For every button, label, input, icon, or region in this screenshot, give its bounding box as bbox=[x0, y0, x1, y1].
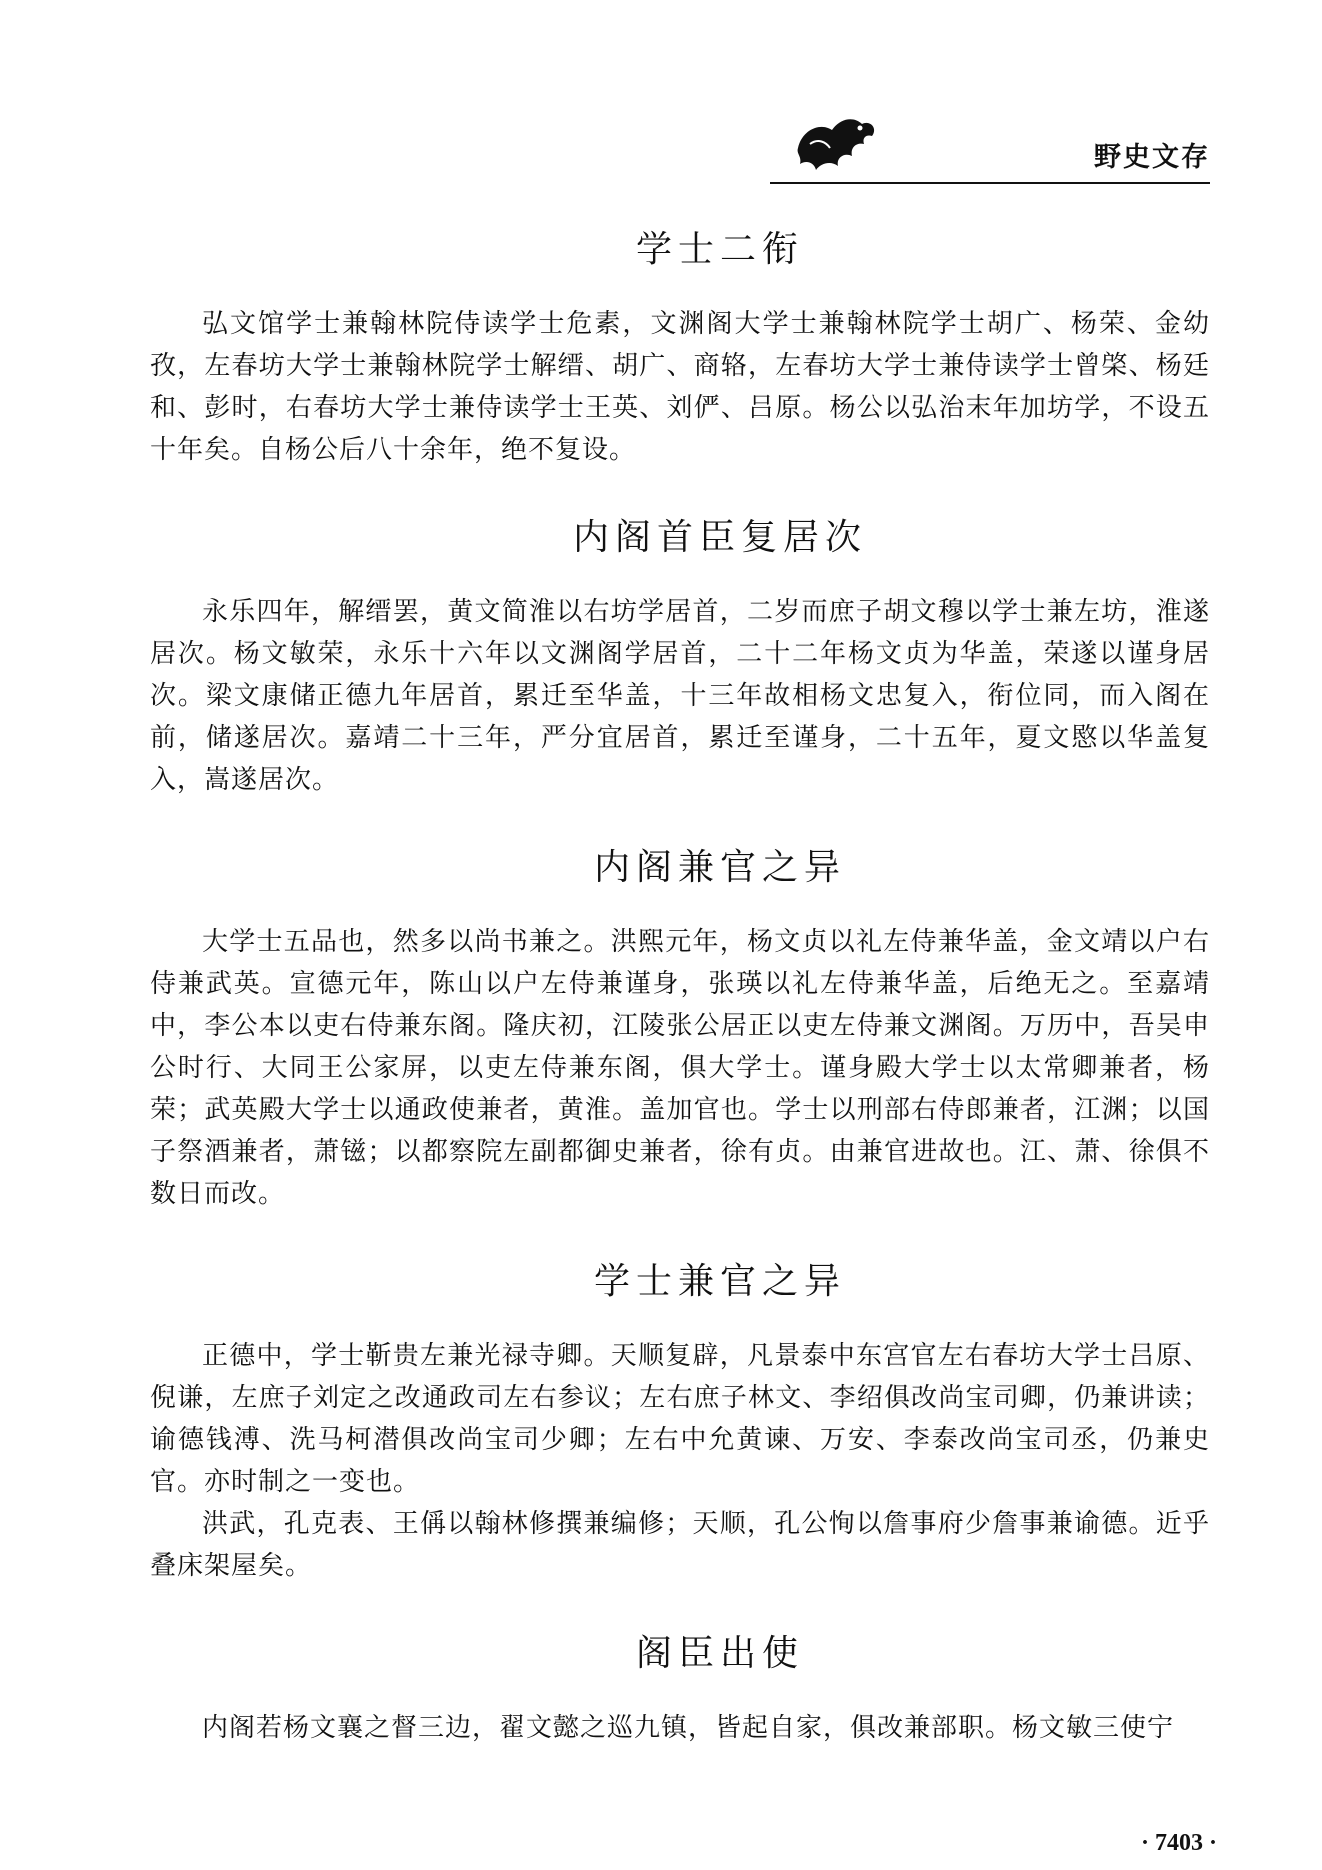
section-title: 内阁兼官之异 bbox=[593, 847, 846, 888]
paragraph: 永乐四年，解缙罢，黄文简淮以右坊学居首，二岁而庶子胡文穆以学士兼左坊，淮遂居次。杨文敏荣，永乐十六年以文渊阁学居首，二十二年杨文贞为华盖，荣遂以谨身居次。梁文康储正德九年居首，累迁至华盖，十三年故相杨文忠复入，衔位同，而入阁在前，储遂居次。嘉靖二十三年，严分宜居首，累迁至谨身，二十五年，夏文愍以华盖复入，嵩遂居次。 bbox=[150, 597, 1210, 795]
section-title: 阁臣出使 bbox=[635, 1633, 804, 1674]
section-title: 内阁首臣复居次 bbox=[572, 517, 867, 558]
dragon-emblem-icon bbox=[790, 108, 880, 174]
section-title: 学士兼官之异 bbox=[593, 1261, 846, 1302]
header-divider bbox=[770, 182, 1210, 184]
paragraph: 弘文馆学士兼翰林院侍读学士危素，文渊阁大学士兼翰林院学士胡广、杨荣、金幼孜，左春坊大学士兼翰林院学士解缙、胡广、商辂，左春坊大学士兼侍读学士曾棨、杨廷和、彭时，右春坊大学士兼侍读学士王英、刘俨、吕原。杨公以弘治末年加坊学，不设五十年矣。自杨公后八十余年，绝不复设。 bbox=[150, 309, 1210, 465]
paragraph: 大学士五品也，然多以尚书兼之。洪熙元年，杨文贞以礼左侍兼华盖，金文靖以户右侍兼武英。宣德元年，陈山以户左侍兼谨身，张瑛以礼左侍兼华盖，后绝无之。至嘉靖中，李公本以吏右侍兼东阁。隆庆初，江陵张公居正以吏左侍兼文渊阁。万历中，吾吴申公时行、大同王公家屏，以吏左侍兼东阁，俱大学士。谨身殿大学士以太常卿兼者，杨荣；武英殿大学士以通政使兼者，黄淮。盖加官也。学士以刑部右侍郎兼者，江渊；以国子祭酒兼者，萧镃；以都察院左副都御史兼者，徐有贞。由兼官进故也。江、萧、徐俱不数日而改。 bbox=[150, 927, 1210, 1209]
paragraph: 正德中，学士靳贵左兼光禄寺卿。天顺复辟，凡景泰中东宫官左右春坊大学士吕原、倪谦，左庶子刘定之改通政司左右参议；左右庶子林文、李绍俱改尚宝司卿，仍兼讲读；谕德钱溥、洗马柯潜俱改尚宝司少卿；左右中允黄谏、万安、李泰改尚宝司丞，仍兼史官。亦时制之一变也。 bbox=[150, 1341, 1210, 1497]
page-body bbox=[150, 225, 1210, 1749]
paragraph: 内阁若杨文襄之督三边，翟文懿之巡九镇，皆起自家，俱改兼部职。杨文敏三使宁 bbox=[202, 1713, 1175, 1743]
paragraph: 洪武，孔克表、王偁以翰林修撰兼编修；天顺，孔公恂以詹事府少詹事兼谕德。近乎叠床架屋矣。 bbox=[150, 1509, 1210, 1581]
book-title: 野史文存 bbox=[1094, 142, 1210, 173]
section-title: 学士二衔 bbox=[635, 229, 804, 270]
page-number: · 7403 · bbox=[1140, 1830, 1217, 1856]
running-header bbox=[770, 100, 1210, 184]
